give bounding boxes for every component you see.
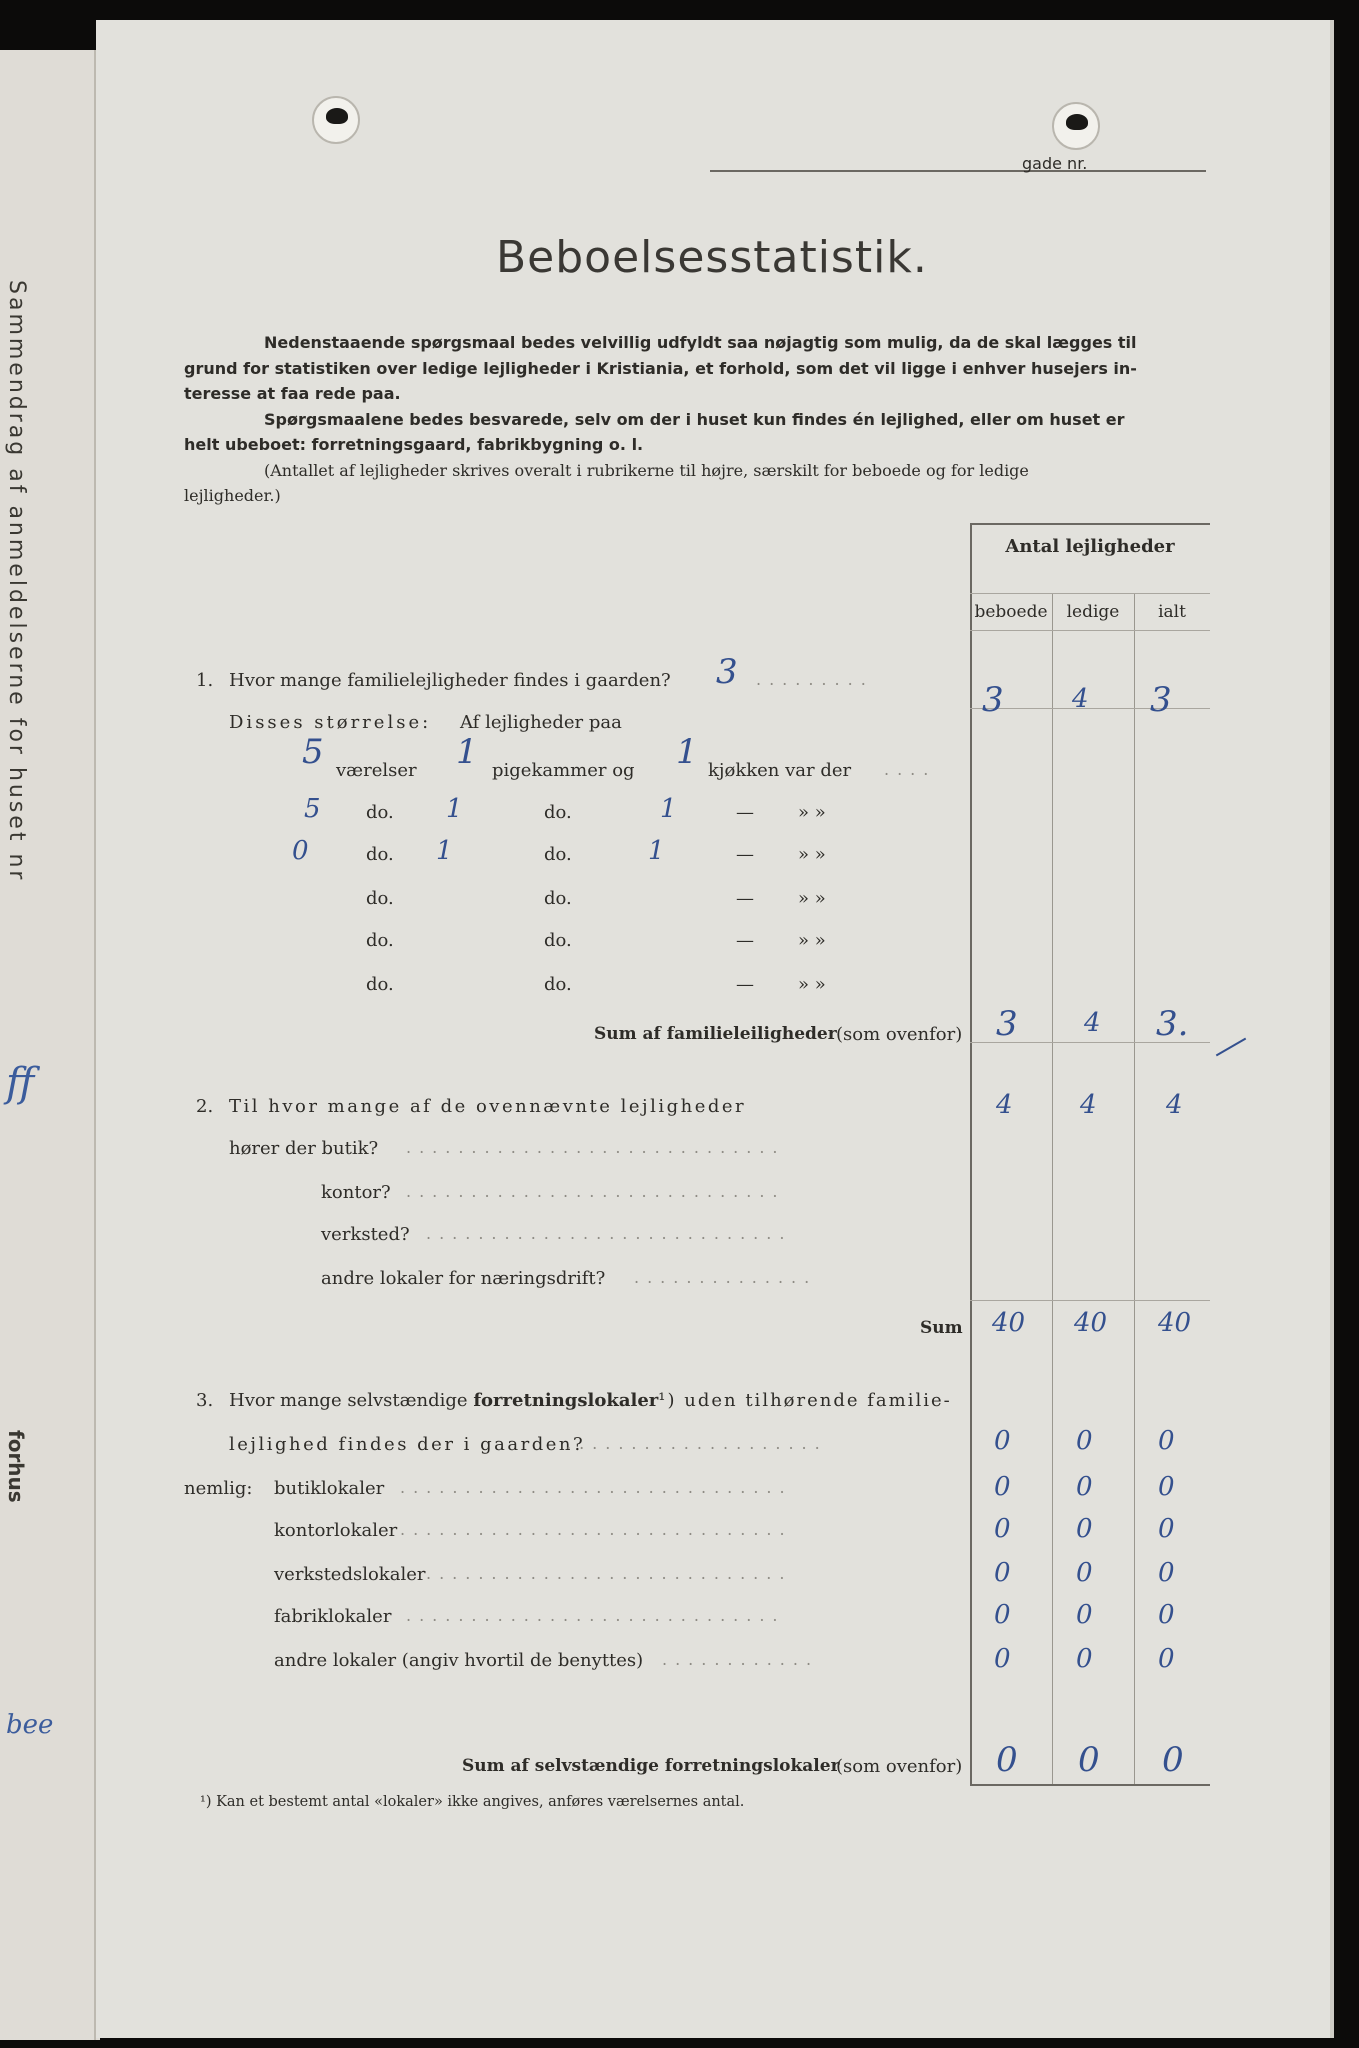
leader-dots: .............................. bbox=[400, 1520, 793, 1539]
row4-do1: do. bbox=[366, 888, 394, 909]
q1-sum-ledige: 4 bbox=[1084, 1008, 1101, 1038]
q1-sizes-label: Disses størrelse: bbox=[229, 712, 432, 733]
col-head-ledige: ledige bbox=[1066, 602, 1120, 622]
punch-hole-left bbox=[312, 96, 360, 144]
q1-number: 1. bbox=[196, 670, 214, 691]
row3-maid: 1 bbox=[436, 836, 453, 866]
footnote: ¹) Kan et bestemt antal «lokaler» ikke angives, anføres værelsernes antal. bbox=[200, 1794, 745, 1810]
form-page bbox=[96, 20, 1334, 2038]
q1-ialt: 3 bbox=[1150, 680, 1172, 720]
q3-text-d: lejlighed findes der i gaarden? bbox=[229, 1434, 586, 1455]
q2-number: 2. bbox=[196, 1096, 214, 1117]
q3-total-beboede: 0 bbox=[994, 1426, 1011, 1456]
q3-item-andre: andre lokaler (angiv hvortil de benyttes) bbox=[274, 1650, 644, 1671]
back-sheet bbox=[0, 50, 100, 2040]
q1-text: Hvor mange familielejligheder findes i gaarden? bbox=[229, 670, 671, 691]
q2-ialt: 4 bbox=[1166, 1090, 1183, 1120]
row3-rooms: 0 bbox=[292, 836, 309, 866]
row5-dash: — bbox=[736, 930, 754, 951]
q3-number: 3. bbox=[196, 1390, 214, 1411]
punch-hole-right bbox=[1052, 102, 1100, 150]
row2-rooms: 5 bbox=[304, 794, 321, 824]
row4-do2: do. bbox=[544, 888, 572, 909]
q3-andre-beboede: 0 bbox=[994, 1644, 1011, 1674]
intro-p3-l2: lejligheder.) bbox=[184, 486, 281, 505]
q2-kontor: kontor? bbox=[321, 1182, 391, 1203]
back-sheet-side-word: forhus bbox=[4, 1430, 28, 1503]
q3-verksted-ialt: 0 bbox=[1158, 1558, 1175, 1588]
row2-dash: — bbox=[736, 802, 754, 823]
q2-verksted: verksted? bbox=[321, 1224, 410, 1245]
q2-text: Til hvor mange af de ovennævnte lejligheder bbox=[229, 1096, 747, 1117]
q1-beboede: 3 bbox=[982, 680, 1004, 720]
leader-dots: ......... bbox=[756, 670, 874, 689]
head-bottom-line bbox=[970, 630, 1210, 631]
q1-sum-beboede: 3 bbox=[996, 1004, 1018, 1044]
leader-dots: ............ bbox=[662, 1650, 820, 1669]
q3-andre-ledige: 0 bbox=[1076, 1644, 1093, 1674]
q3-sum-beboede: 0 bbox=[996, 1740, 1018, 1780]
intro-p2-l1: Spørgsmaalene bedes besvarede, selv om der i huset kun findes én lejlighed, eller om huset er bbox=[264, 409, 1125, 429]
row6-do1: do. bbox=[366, 974, 394, 995]
leader-dots: .... bbox=[884, 760, 937, 779]
q3-andre-ialt: 0 bbox=[1158, 1644, 1175, 1674]
q3-item-verksted: verkstedslokaler bbox=[274, 1564, 426, 1585]
row2-maid: 1 bbox=[446, 794, 463, 824]
row5-do2: do. bbox=[544, 930, 572, 951]
row1-kitchen: 1 bbox=[676, 732, 698, 772]
head-divider bbox=[970, 593, 1210, 594]
q1-ledige: 4 bbox=[1072, 684, 1089, 714]
gade-line bbox=[710, 170, 1206, 172]
row-line-sum2 bbox=[970, 1300, 1210, 1301]
intro-p3-l1: (Antallet af lejligheder skrives overalt i rubrikerne til højre, særskilt for beboede og for ledige bbox=[264, 460, 1029, 480]
q3-sum-ialt: 0 bbox=[1162, 1740, 1184, 1780]
col-divider-1 bbox=[1052, 593, 1053, 1785]
q3-total-ialt: 0 bbox=[1158, 1426, 1175, 1456]
q3-total-ledige: 0 bbox=[1076, 1426, 1093, 1456]
col-divider-2 bbox=[1134, 593, 1135, 1785]
q3-text-a: Hvor mange selvstændige bbox=[229, 1390, 468, 1411]
q2-sum-ialt: 40 bbox=[1158, 1308, 1192, 1338]
row1-w2: pigekammer og bbox=[492, 760, 635, 781]
row2-kitchen: 1 bbox=[660, 794, 677, 824]
leader-dots: .............. bbox=[634, 1268, 818, 1287]
q3-butik-ledige: 0 bbox=[1076, 1472, 1093, 1502]
q3-sum-ledige: 0 bbox=[1078, 1740, 1100, 1780]
q2-beboede: 4 bbox=[996, 1090, 1013, 1120]
table-bottom-border bbox=[970, 1784, 1210, 1786]
row2-ditto: » » bbox=[798, 802, 826, 823]
q3-butik-ialt: 0 bbox=[1158, 1472, 1175, 1502]
row2-do2: do. bbox=[544, 802, 572, 823]
q2-sum-ledige: 40 bbox=[1074, 1308, 1108, 1338]
q3-verksted-beboede: 0 bbox=[994, 1558, 1011, 1588]
q3-nemlig: nemlig: bbox=[184, 1478, 253, 1499]
q2-sum-beboede: 40 bbox=[992, 1308, 1026, 1338]
q3-text bbox=[229, 1390, 952, 1411]
q3-item-kontor: kontorlokaler bbox=[274, 1520, 398, 1541]
leader-dots: ............................ bbox=[426, 1564, 793, 1583]
row2-do1: do. bbox=[366, 802, 394, 823]
row4-dash: — bbox=[736, 888, 754, 909]
q3-fabrik-ledige: 0 bbox=[1076, 1600, 1093, 1630]
row3-ditto: » » bbox=[798, 844, 826, 865]
row4-ditto: » » bbox=[798, 888, 826, 909]
leader-dots: ............................ bbox=[426, 1224, 793, 1243]
row1-maid: 1 bbox=[456, 732, 478, 772]
row1-rooms: 5 bbox=[302, 732, 324, 772]
q1-answer: 3 bbox=[716, 652, 738, 692]
leader-dots: ............................. bbox=[406, 1182, 786, 1201]
q3-butik-beboede: 0 bbox=[994, 1472, 1011, 1502]
q3-fabrik-beboede: 0 bbox=[994, 1600, 1011, 1630]
q1-sum-label: Sum af familieleiligheder bbox=[594, 1024, 837, 1044]
leader-dots: ............................. bbox=[406, 1606, 786, 1625]
gade-label: gade nr. bbox=[1022, 154, 1088, 173]
q3-text-c: ¹) uden tilhørende familie- bbox=[658, 1390, 952, 1411]
row6-dash: — bbox=[736, 974, 754, 995]
col-head-ialt: ialt bbox=[1158, 602, 1186, 622]
table-top-border bbox=[970, 523, 1210, 525]
table-group-head: Antal lejligheder bbox=[1005, 536, 1175, 557]
intro-p2-l2: helt ubeboet: forretningsgaard, fabrikbygning o. l. bbox=[184, 435, 644, 454]
leader-dots: .................... bbox=[566, 1434, 828, 1453]
q2-butik: hører der butik? bbox=[229, 1138, 379, 1159]
table-left-border bbox=[970, 523, 972, 1785]
row3-dash: — bbox=[736, 844, 754, 865]
row3-kitchen: 1 bbox=[648, 836, 665, 866]
q3-item-fabrik: fabriklokaler bbox=[274, 1606, 392, 1627]
q3-verksted-ledige: 0 bbox=[1076, 1558, 1093, 1588]
q3-item-butik: butiklokaler bbox=[274, 1478, 385, 1499]
page-title: Beboelsesstatistik. bbox=[496, 232, 928, 283]
row6-do2: do. bbox=[544, 974, 572, 995]
leader-dots: ............................. bbox=[406, 1138, 786, 1157]
q3-kontor-ledige: 0 bbox=[1076, 1514, 1093, 1544]
back-handwriting: ff bbox=[6, 1060, 35, 1106]
row3-do2: do. bbox=[544, 844, 572, 865]
row3-do1: do. bbox=[366, 844, 394, 865]
back-handwriting-2: bee bbox=[6, 1710, 54, 1740]
row6-ditto: » » bbox=[798, 974, 826, 995]
q3-kontor-beboede: 0 bbox=[994, 1514, 1011, 1544]
q3-text-b: forretningslokaler bbox=[473, 1390, 659, 1411]
intro-p1-l1: Nedenstaaende spørgsmaal bedes velvillig udfyldt saa nøjagtig som mulig, da de skal lægges til bbox=[264, 333, 1137, 352]
row5-ditto: » » bbox=[798, 930, 826, 951]
q2-ledige: 4 bbox=[1080, 1090, 1097, 1120]
q2-sum-label: Sum bbox=[920, 1318, 963, 1338]
q1-sum-ialt: 3. bbox=[1156, 1004, 1189, 1044]
row1-w1: værelser bbox=[336, 760, 417, 781]
row1-w3: kjøkken var der bbox=[708, 760, 852, 781]
intro-p1-l2: grund for statistiken over ledige lejligheder i Kristiania, et forhold, som det vil ligge i enhver husejers in- bbox=[184, 358, 1137, 378]
check-mark bbox=[1216, 1038, 1246, 1057]
q3-sum-note: (som ovenfor) bbox=[836, 1756, 963, 1777]
q1-sum-note: (som ovenfor) bbox=[836, 1024, 963, 1045]
q2-andre: andre lokaler for næringsdrift? bbox=[321, 1268, 606, 1289]
intro-p1-l3: teresse at faa rede paa. bbox=[184, 384, 401, 403]
q3-fabrik-ialt: 0 bbox=[1158, 1600, 1175, 1630]
col-head-beboede: beboede bbox=[974, 602, 1048, 622]
q1-sizes-sub: Af lejligheder paa bbox=[460, 712, 622, 733]
q3-sum-label: Sum af selvstændige forretningslokaler bbox=[462, 1756, 840, 1776]
leader-dots: .............................. bbox=[400, 1478, 793, 1497]
q3-kontor-ialt: 0 bbox=[1158, 1514, 1175, 1544]
intro-text bbox=[184, 330, 1302, 509]
row-line-q1 bbox=[970, 708, 1210, 709]
back-sheet-text: Sammendrag af anmeldelserne for huset nr bbox=[4, 280, 29, 883]
row5-do1: do. bbox=[366, 930, 394, 951]
